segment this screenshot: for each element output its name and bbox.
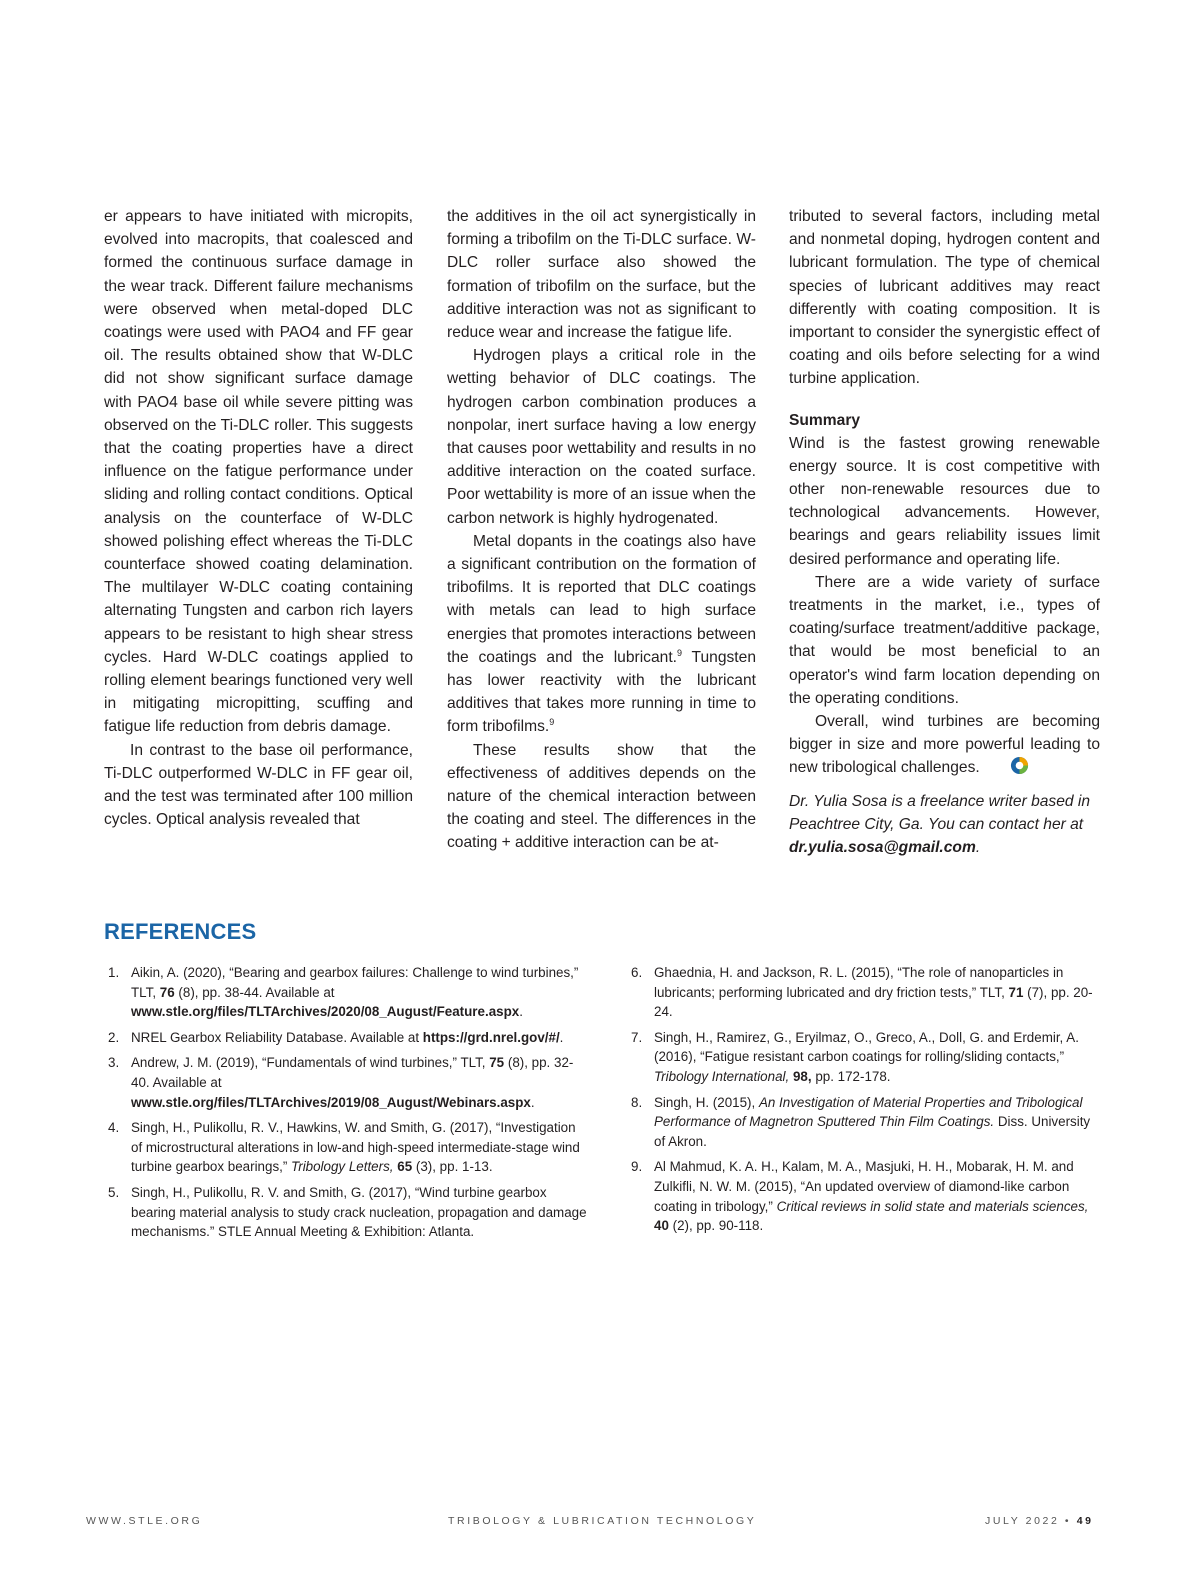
references-list-right (627, 963, 1102, 1242)
article-column-3 (789, 205, 1100, 859)
footer-separator: • (1064, 1515, 1072, 1527)
reference-link[interactable]: www.stle.org/files/TLTArchives/2019/08_August/Webinars.aspx (131, 1094, 531, 1110)
reference-text: (3), pp. 1-13. (412, 1159, 493, 1175)
reference-text: (8), pp. 32-40. Available at (131, 1055, 574, 1090)
volume: 71 (1008, 984, 1024, 1000)
reference-text: Diss. University of Akron. (654, 1114, 1091, 1149)
thesis-title: An Investigation of Material Properties and Tribological Performance of Magnetron Sputtered Thin Film Coatings. (654, 1094, 1083, 1130)
summary-heading: Summary (789, 411, 861, 429)
reference-text: Singh, H., Ramirez, G., Eryilmaz, O., Greco, A., Doll, G. and Erdemir, A. (2016), “Fatigue resistant carbon coatings for rolling/sliding contacts,” (654, 1029, 1079, 1065)
volume: 75 (489, 1055, 505, 1071)
volume: 98, (792, 1068, 812, 1084)
references-list-left (104, 963, 590, 1248)
reference-item (104, 1028, 590, 1048)
reference-number: 8. (631, 1094, 643, 1110)
paragraph: er appears to have initiated with micropits, evolved into macropits, that coalesced and formed the continuous surface damage in the wear track. Different failure mechanisms were observed when metal-doped DLC coatings were used with PAO4 and FF gear oil. The results obtained show that W-DLC did not show significant surface damage with PAO4 base oil while severe pitting was observed on the Ti-DLC roller. This suggests that the coating properties have a direct influence on the fatigue performance under sliding and rolling contact conditions. Optical analysis on the counterface of W-DLC showed polishing effect whereas the Ti-DLC counterface showed coating delamination. The multilayer W-DLC coating containing alternating Tungsten and carbon rich layers appears to be resistant to high shear stress cycles. Hard W-DLC coatings applied to rolling element bearings functioned very well in mitigating micropitting, scuffing and fatigue life reduction from debris damage. (104, 208, 413, 736)
paragraph: the additives in the oil act synergistically in forming a tribofilm on the Ti-DLC surface. W-DLC roller surface also showed the formation of tribofilm on the surface, but the additive interaction was not as significant to reduce wear and increase the fatigue life. (447, 208, 756, 342)
reference-text: Aikin, A. (2020), “Bearing and gearbox failures: Challenge to wind turbines,” TLT, (131, 965, 579, 1000)
paragraph-text: Metal dopants in the coatings also have a significant contribution on the formation of tribofilms. It is reported that DLC coatings with metals can lead to high surface energies that promotes interactions between the coatings and the lubricant. (447, 532, 756, 666)
article-column-2 (447, 205, 756, 855)
bio-text: Dr. Yulia Sosa is a freelance writer based in Peachtree City, Ga. You can contact her at (789, 792, 1091, 833)
stle-end-mark-icon (984, 756, 1003, 775)
reference-text: Singh, H. (2015), (654, 1094, 759, 1110)
reference-text: (8), pp. 38-44. Available at (174, 984, 335, 1000)
reference-number: 1. (108, 965, 120, 980)
reference-item (627, 1093, 1102, 1152)
journal-title: Critical reviews in solid state and materials sciences, (776, 1198, 1089, 1214)
paragraph (789, 710, 1100, 780)
reference-link[interactable]: www.stle.org/files/TLTArchives/2020/08_August/Feature.aspx (131, 1004, 520, 1020)
reference-item (104, 1053, 590, 1112)
reference-number: 5. (108, 1184, 120, 1200)
reference-number: 6. (631, 965, 643, 980)
reference-text: Al Mahmud, K. A. H., Kalam, M. A., Masjuki, H. H., Mobarak, H. M. and Zulkifli, N. W. M. (2015), “An updated overview of diamond-like carbon coating in tribology,” (654, 1159, 1074, 1214)
footnote-ref: 9 (549, 717, 555, 728)
issue-date: JULY 2022 (985, 1515, 1060, 1527)
reference-text: . (559, 1029, 564, 1045)
paragraph-text: Tungsten has lower reactivity with the lubricant additives that takes more running in time to form tribofilms. (447, 648, 756, 736)
paragraph: Wind is the fastest growing renewable energy source. It is cost competitive with other non-renewable resources due to technological advancements. However, bearings and gears reliability issues limit desired performance and operating life. (789, 434, 1100, 568)
volume: 76 (159, 984, 175, 1000)
reference-text: . (530, 1094, 535, 1110)
paragraph: There are a wide variety of surface treatments in the market, i.e., types of coating/surface treatment/additive package, that would be most beneficial to an operator's wind farm location depending on the operating conditions. (789, 573, 1100, 707)
reference-text: (2), pp. 90-118. (668, 1218, 764, 1234)
volume: 40 (654, 1218, 669, 1234)
reference-item (627, 1157, 1102, 1235)
reference-number: 2. (108, 1029, 120, 1045)
paragraph: Hydrogen plays a critical role in the wetting behavior of DLC coatings. The hydrogen carbon combination produces a nonpolar, inert surface having a low energy that causes poor wettability and results in no additive interaction on the coated surface. Poor wettability is more of an issue when the carbon network is highly hydrogenated. (447, 347, 756, 527)
reference-text: Andrew, J. M. (2019), “Fundamentals of wind turbines,” TLT, (131, 1055, 490, 1071)
paragraph: These results show that the effectiveness of additives depends on the nature of the chemical interaction between the coating and steel. The differences in the coating + additive interaction can be at- (447, 741, 756, 852)
reference-item (627, 1028, 1102, 1087)
journal-title: Tribology Letters, (291, 1159, 394, 1175)
reference-item (104, 1183, 590, 1242)
author-email-link[interactable]: dr.yulia.sosa@gmail.com (789, 839, 976, 857)
journal-title: Tribology International, (654, 1068, 790, 1084)
reference-number: 3. (108, 1055, 120, 1071)
reference-number: 4. (108, 1120, 120, 1136)
reference-text: Singh, H., Pulikollu, R. V., Hawkins, W. and Smith, G. (2017), “Investigation of microstructural alterations in low-and high-speed intermediate-stage wind turbine gearbox bearings,” (131, 1120, 580, 1175)
reference-item (104, 963, 590, 1022)
footer-date-page (985, 1515, 1094, 1527)
paragraph: tributed to several factors, including metal and nonmetal doping, hydrogen content and lubricant formulation. The type of chemical species of lubricant additives may react differently with coating composition. It is important to consider the synergistic effect of coating and oils before selecting for a wind turbine application. (789, 208, 1100, 388)
paragraph (447, 530, 756, 739)
footer-magazine-title: TRIBOLOGY & LUBRICATION TECHNOLOGY (448, 1515, 757, 1527)
volume: 65 (397, 1159, 413, 1175)
footer-website[interactable]: WWW.STLE.ORG (86, 1515, 203, 1527)
reference-number: 7. (631, 1029, 643, 1045)
page-number: 49 (1076, 1515, 1094, 1527)
footnote-ref: 9 (677, 647, 683, 658)
reference-item (104, 1118, 590, 1177)
paragraph: In contrast to the base oil performance, Ti-DLC outperformed W-DLC in FF gear oil, and the test was terminated after 100 million cycles. Optical analysis revealed that (104, 741, 413, 829)
reference-item (627, 963, 1102, 1022)
references-heading: REFERENCES (104, 919, 257, 944)
reference-link[interactable]: https://grd.nrel.gov/#/ (422, 1029, 560, 1045)
reference-number: 9. (631, 1159, 643, 1175)
paragraph-text: Overall, wind turbines are becoming bigger in size and more powerful leading to new tribological challenges. (789, 713, 1100, 777)
reference-text: Ghaednia, H. and Jackson, R. L. (2015), “The role of nanoparticles in lubricants; performing lubricated and dry friction tests,” TLT, (654, 965, 1064, 1000)
reference-text: NREL Gearbox Reliability Database. Available at (131, 1029, 423, 1045)
author-bio (789, 790, 1100, 860)
reference-text: pp. 172-178. (811, 1068, 891, 1084)
reference-text: . (519, 1004, 523, 1020)
reference-text: Singh, H., Pulikollu, R. V. and Smith, G. (2017), “Wind turbine gearbox bearing material analysis to study crack nucleation, propagation and damage mechanisms.” STLE Annual Meeting & Exhibition: Atlanta. (131, 1184, 587, 1240)
bio-text: . (975, 839, 981, 857)
article-column-1 (104, 205, 413, 831)
reference-text: (7), pp. 20-24. (654, 984, 1093, 1020)
